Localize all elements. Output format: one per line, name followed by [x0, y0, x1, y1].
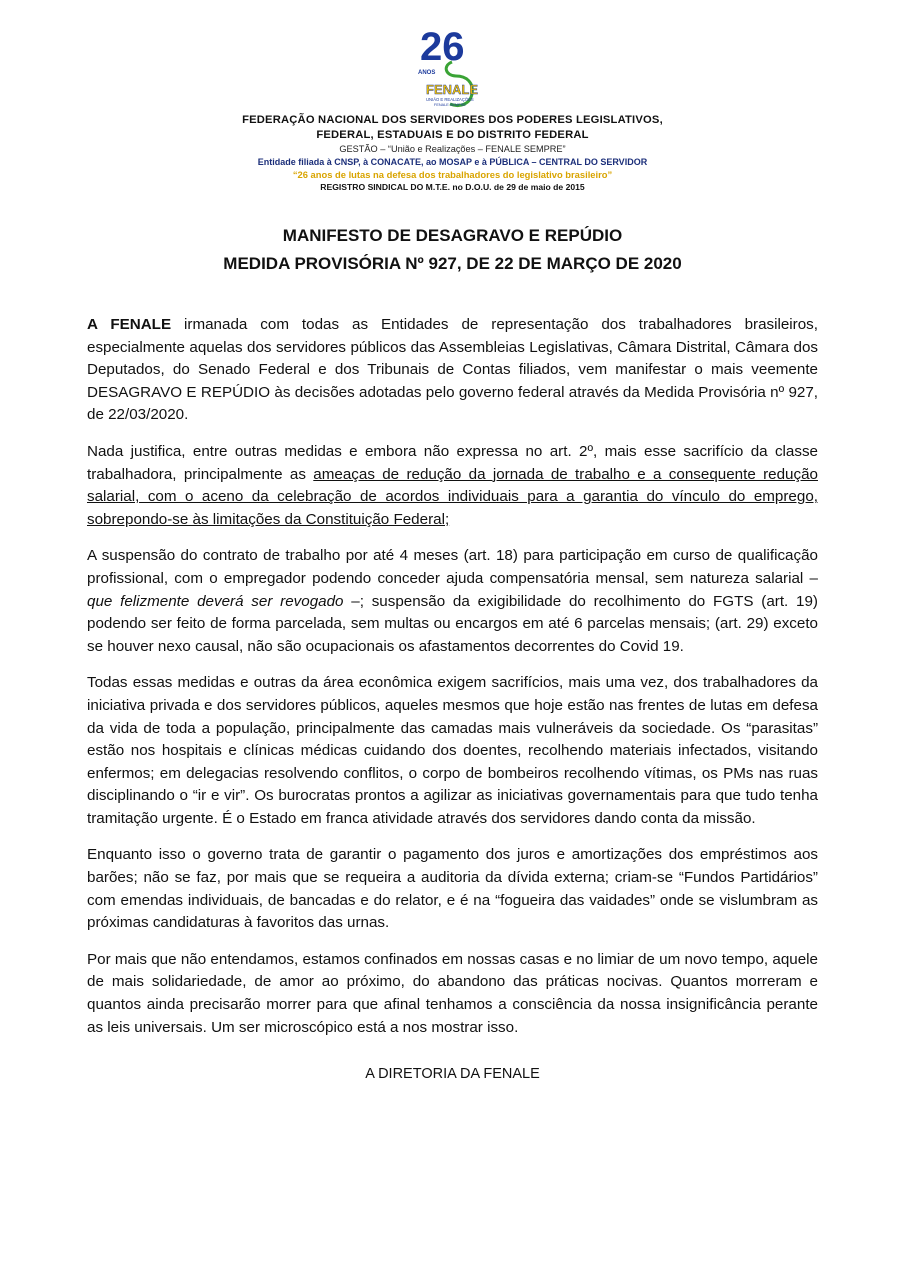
paragraph-3-text-end: –; suspensão da exigibilidade do recolhimento do FGTS (art. 19) podendo ser feito de forma parcelada, sem multas ou encargos em até 6 parcelas mensais; (art. 29) exceto se houver nexo causal, não são ocupacionais os afastamentos decorrentes do Covid 19. — [87, 592, 818, 655]
paragraph-1 — [87, 314, 818, 427]
lutas-line: “26 anos de lutas na defesa dos trabalhadores do legislativo brasileiro” — [292, 169, 613, 180]
entidade-line: Entidade filiada à CNSP, à CONACATE, ao MOSAP e à PÚBLICA – CENTRAL DO SERVIDOR — [257, 157, 648, 167]
paragraph-1-text: irmanada com todas as Entidades de representação dos trabalhadores brasileiros, especialmente aquelas dos servidores públicos das Assembleias Legislativas, Câmara Distrital, Câmara dos Deputados, do Senado Federal e dos Tribunais de Contas filiados, vem manifestar o mais veemente DESAGRAVO E REPÚDIO às decisões adotadas pelo governo federal através da Medida Provisória nº 927, de 22/03/2020. — [87, 316, 818, 424]
logo-anos: ANOS — [418, 70, 436, 76]
logo-number: 26 — [420, 25, 465, 69]
gestao-line: GESTÃO – “União e Realizações – FENALE SEMPRE” — [339, 144, 566, 154]
paragraph-2 — [87, 441, 818, 531]
title-line-1: MANIFESTO DE DESAGRAVO E REPÚDIO — [282, 226, 623, 245]
manifesto-body — [87, 314, 818, 1053]
paragraph-5: Enquanto isso o governo trata de garantir o pagamento dos juros e amortizações dos empréstimos aos barões; não se faz, por mais que se requeira a auditoria da dívida externa; criam-se “Fundos Partidários” com emendas individuais, de bancadas e do relator, e é na “fogueira das vaidades” onde se vislumbram as próximas candidaturas à favoritos das urnas. — [87, 846, 818, 932]
federation-line-1: FEDERAÇÃO NACIONAL DOS SERVIDORES DOS PODERES LEGISLATIVOS, — [242, 114, 663, 126]
logo-tagline: UNIÃO E REALIZAÇÕES — [426, 97, 474, 102]
paragraph-3 — [87, 545, 818, 658]
registro-line: REGISTRO SINDICAL DO M.T.E. no D.O.U. de 29 de maio de 2015 — [320, 182, 585, 192]
paragraph-2-underlined: ameaças de redução da jornada de trabalho e a consequente redução salarial, com o aceno da celebração de acordos individuais para a garantia do vínculo do emprego, sobrepondo-se às limitações da Constituição Federal; — [87, 465, 818, 528]
paragraph-3-italic: que felizmente deverá ser revogado — [87, 592, 344, 610]
signature: A DIRETORIA DA FENALE — [365, 1066, 540, 1082]
fenale-lead: A FENALE — [87, 316, 172, 333]
title-line-2: MEDIDA PROVISÓRIA Nº 927, DE 22 DE MARÇO DE 2020 — [223, 254, 682, 273]
paragraph-2-text: Nada justifica, entre outras medidas e embora não expressa no art. 2º, mais esse sacrifício da classe trabalhadora, principalmente as — [87, 442, 818, 483]
logo-tagline-2: FENALE SEMPRE — [434, 103, 466, 107]
paragraph-3-text: A suspensão do contrato de trabalho por até 4 meses (art. 18) para participação em curso de qualificação profissional, com o empregador podendo conceder ajuda compensatória mensal, sem natureza salarial – — [87, 547, 818, 587]
paragraph-6: Por mais que não entendamos, estamos confinados em nossas casas e no limiar de um novo tempo, aquele de mais solidariedade, de amor ao próximo, do abandono das práticas nocivas. Quantos morreram e quantos ainda precisarão morrer para que afinal tenhamos a consciência da nossa insignificância perante as leis universais. Um ser microscópico está a nos mostrar isso. — [87, 950, 818, 1036]
federation-line-2: FEDERAL, ESTADUAIS E DO DISTRITO FEDERAL — [316, 129, 589, 141]
logo-brand: FENALE — [426, 82, 478, 97]
fenale-logo — [412, 16, 502, 111]
paragraph-4: Todas essas medidas e outras da área econômica exigem sacrifícios, mais uma vez, dos trabalhadores da iniciativa privada e dos servidores públicos, aqueles mesmos que hoje estão nas frentes de lutas em defesa da vida de toda a população, principalmente das camadas mais vulneráveis da sociedade. Os “parasitas” estão nos hospitais e clínicas médicas cuidando dos doentes, recolhendo materiais infectados, visitando enfermos; em delegacias resolvendo conflitos, o corpo de bombeiros recolhendo vítimas, os PMs nas ruas disciplinando o “ir e vir”. Os burocratas prontos a agilizar as iniciativas governamentais para que tudo tenha tramitação urgente. É o Estado em franca atividade através dos servidores dando conta da missão. — [87, 674, 818, 827]
